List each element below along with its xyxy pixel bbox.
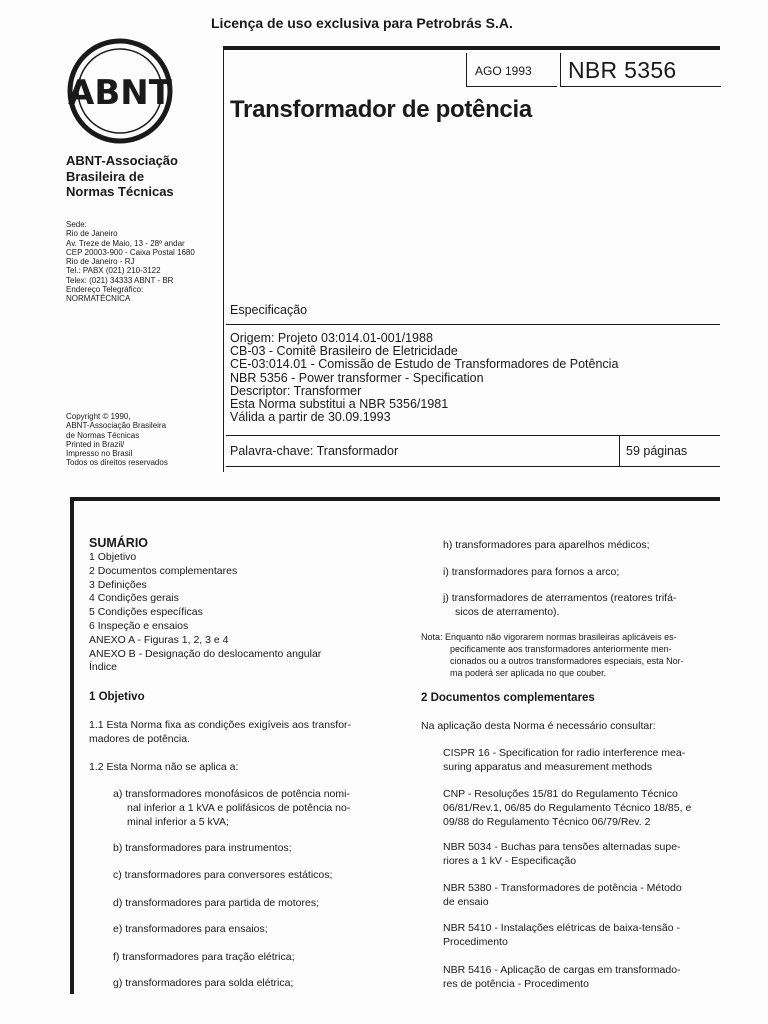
summary-item: ANEXO A - Figuras 1, 2, 3 e 4 [89,633,229,646]
summary-item: 3 Definições [89,578,147,591]
copyright-line: Todos os direitos reservados [66,458,168,468]
reference-cispr16 [443,746,685,774]
org-line: Brasileira de [66,168,145,184]
address-line: Endereço Telegráfico: [66,285,144,295]
text-line: 1.1 Esta Norma fixa as condições exigíveis aos transfor- [89,719,352,731]
origin-line: NBR 5356 - Power transformer - Specification [230,370,484,385]
reference-nbr5410 [443,921,680,949]
content-frame-top [70,497,720,501]
text-line: CISPR 16 - Specification for radio interference mea- [443,747,686,759]
list-item-j [443,591,676,619]
copyright-line: ABNT-Associação Brasileira [66,421,167,431]
address-line: Rio de Janeiro [66,229,118,239]
summary-item: 2 Documentos complementares [89,564,238,577]
content-frame-left [70,497,74,994]
org-line: Normas Técnicas [66,184,174,199]
list-item-a [113,787,350,829]
paragraph-1-2: 1.2 Esta Norma não se aplica a: [89,761,239,773]
origin-line: Descriptor: Transformer [230,383,362,398]
text-line: madores de potência. [89,733,190,745]
summary-item: 5 Condições específicas [89,606,203,619]
paragraph-1-1 [89,718,351,746]
address-line: Sede: [66,220,87,229]
address-line: CEP 20003-900 - Caixa Postal 1680 [66,247,195,257]
text-line: riores a 1 kV - Especificação [443,855,577,867]
section-1-heading: 1 Objetivo [89,691,145,703]
text-line: 06/81/Rev.1, 06/85 do Regulamento Técnico 18/85, e [443,802,692,814]
publication-date: AGO 1993 [475,64,532,78]
reference-cnp [443,787,691,829]
address-block [66,220,195,304]
text-line: res de potência - Procedimento [443,978,589,990]
text-line: 09/88 do Regulamento Técnico 06/79/Rev. 2 [443,816,651,828]
origin-line: Válida a partir de 30.09.1993 [230,410,391,425]
copyright-line: Copyright © 1990, [66,412,131,421]
list-item-b: b) transformadores para instrumentos; [113,842,292,854]
text-line: NBR 5380 - Transformadores de potência - Método [443,882,682,894]
summary-item: Índice [89,661,118,674]
text-line: suring apparatus and measurement methods [443,761,652,773]
summary-list [89,551,321,675]
standard-code: NBR 5356 [568,57,677,83]
text-line: cionados ou a outros transformadores especiais, esta Nor- [450,656,684,666]
divider [226,466,720,467]
organization-name [66,153,178,200]
summary-item: 4 Condições gerais [89,592,179,605]
text-line: pecificamente aos transformadores anteriormente men- [450,644,672,654]
copyright-line: Impresso no Brasil [66,449,133,459]
origin-line: Origem: Projeto 03:014.01-001/1988 [230,331,433,345]
text-line: Procedimento [443,936,508,948]
header-left-rule [223,46,224,472]
list-item-f: f) transformadores para tração elétrica; [113,951,295,963]
note-block [421,631,684,679]
list-item-h: h) transformadores para aparelhos médicos; [443,539,650,551]
text-line: sicos de aterramento). [455,606,560,618]
section-2-intro: Na aplicação desta Norma é necessário consultar: [421,720,656,732]
keyword: Palavra-chave: Transformador [230,444,399,458]
address-line: Av. Treze de Maio, 13 - 28º andar [66,238,185,248]
copyright-block [66,412,168,468]
list-item-i: i) transformadores para fornos a arco; [443,566,620,578]
copyright-line: de Normas Técnicas [66,430,140,440]
divider [226,324,720,325]
text-line: Nota: Enquanto não vigorarem normas brasileiras aplicáveis es- [421,632,677,642]
summary-item: 1 Objetivo [89,551,137,563]
reference-nbr5034 [443,840,681,868]
address-line: NORMATÉCNICA [66,294,131,304]
pages-separator [619,435,620,467]
list-item-c: c) transformadores para conversores estáticos; [113,869,333,881]
text-line: j) transformadores de aterramentos (reatores trifá- [443,592,677,604]
text-line: NBR 5034 - Buchas para tensões alternadas supe- [443,841,681,853]
text-line: ma poderá ser aplicada no que couber. [450,668,607,678]
text-line: a) transformadores monofásicos de potência nomi- [113,788,350,800]
address-line: Telex: (021) 34333 ABNT - BR [66,275,174,285]
copyright-line: Printed in Brazil/ [66,439,125,449]
list-item-g: g) transformadores para solda elétrica; [113,977,294,989]
origin-block [230,332,618,424]
text-line: CNP - Resoluções 15/81 do Regulamento Técnico [443,788,678,800]
document-title: Transformador de potência [230,96,532,123]
summary-item: ANEXO B - Designação do deslocamento angular [89,647,322,660]
divider [226,435,720,436]
text-line: de ensaio [443,896,489,908]
summary-title: SUMÁRIO [89,536,149,550]
list-item-e: e) transformadores para ensaios; [113,923,268,935]
org-line: ABNT-Associação [66,153,178,168]
reference-nbr5380 [443,881,682,909]
origin-line: Esta Norma substitui a NBR 5356/1981 [230,397,449,412]
list-item-d: d) transformadores para partida de motores; [113,897,320,909]
address-line: Tel.: PABX (021) 210-3122 [66,266,161,276]
text-line: NBR 5410 - Instalações elétricas de baixa-tensão - [443,922,680,934]
address-line: Rio de Janeiro - RJ [66,257,135,267]
reference-nbr5416 [443,963,681,991]
abnt-logo [67,38,173,144]
page-count: 59 páginas [626,444,688,458]
document-type: Especificação [230,303,308,317]
section-2-heading: 2 Documentos complementares [421,692,595,704]
text-line: nal inferior a 1 kVA e polifásicos de potência no- [127,802,351,814]
header-rule [223,46,720,50]
license-notice: Licença de uso exclusiva para Petrobrás S.A. [211,15,513,31]
text-line: NBR 5416 - Aplicação de cargas em transformado- [443,964,681,976]
origin-line: CB-03 - Comitê Brasileiro de Eletricidade [230,344,458,359]
text-line: minal inferior a 5 kVA; [127,816,229,828]
summary-item: 6 Inspeção e ensaios [89,619,189,632]
origin-line: CE-03:014.01 - Comissão de Estudo de Transformadores de Potência [230,357,619,372]
logo-letters: ABNT [68,73,172,113]
